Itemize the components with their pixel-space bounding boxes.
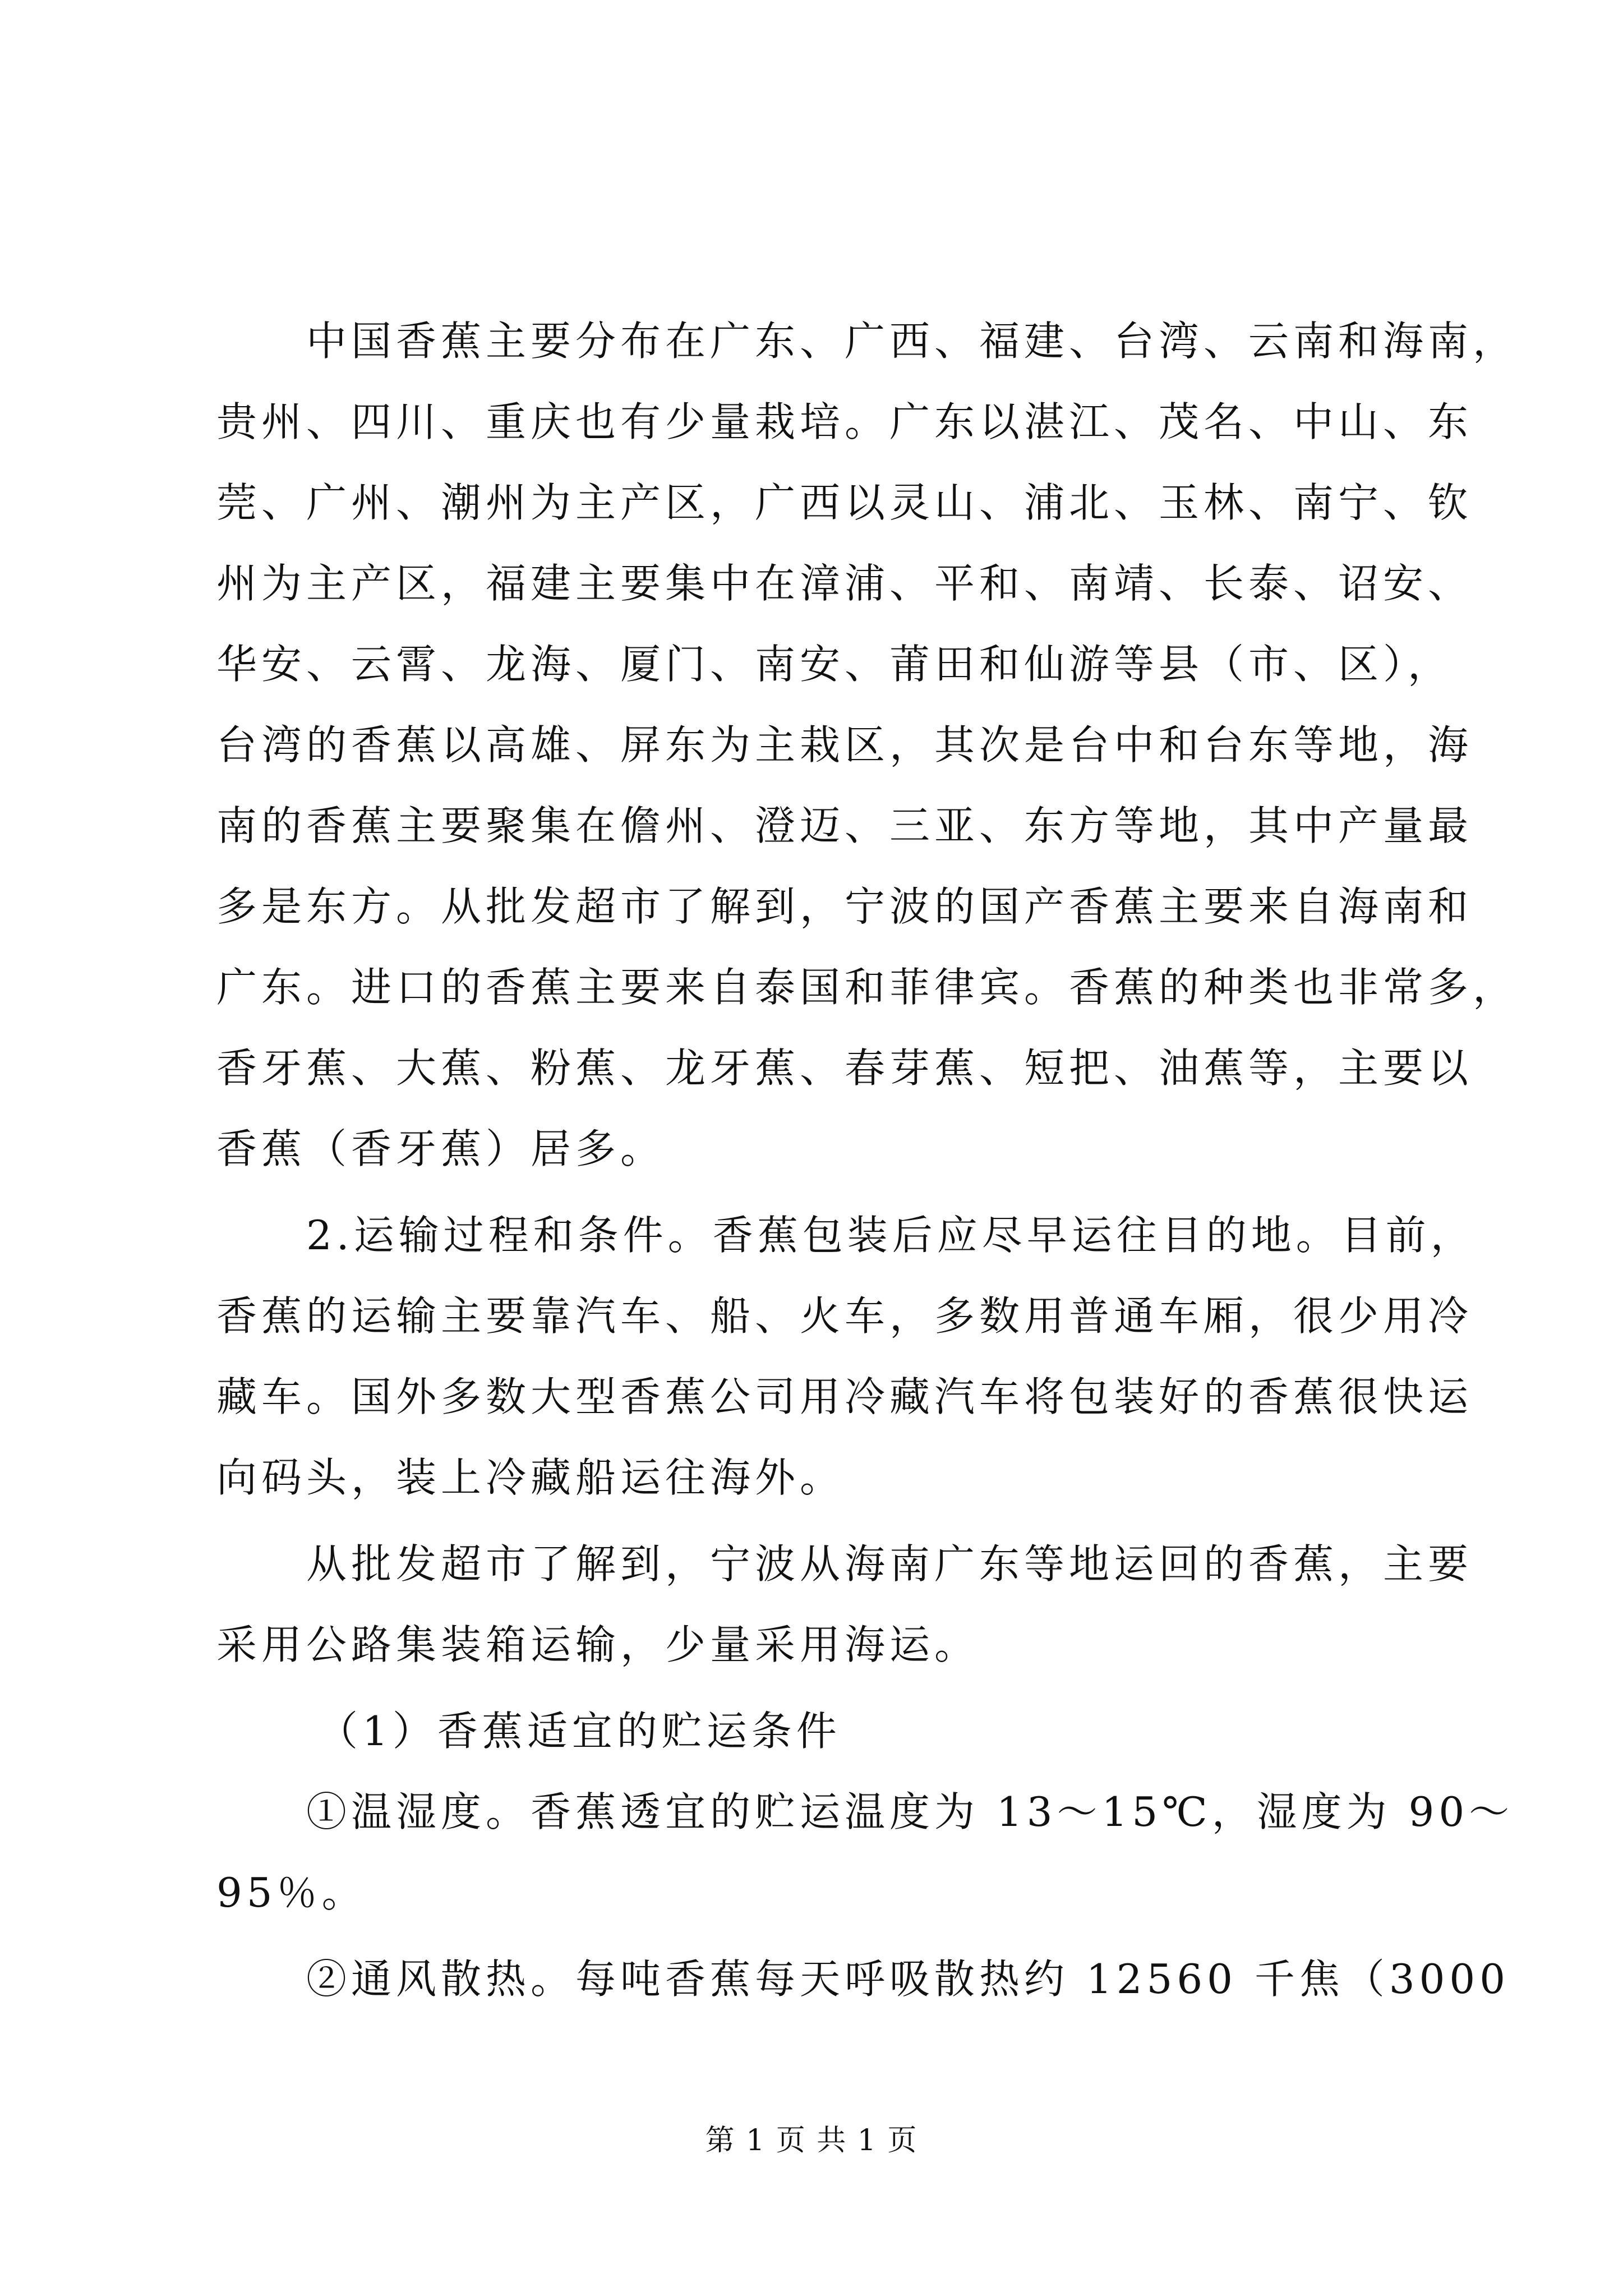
body-line: 州为主产区，福建主要集中在漳浦、平和、南靖、长泰、诏安、 <box>216 560 1473 607</box>
body-line: 贵州、四川、重庆也有少量栽培。广东以湛江、茂名、中山、东 <box>216 398 1473 445</box>
body-line: 多是东方。从批发超市了解到，宁波的国产香蕉主要来自海南和 <box>216 883 1473 930</box>
body-line: 香蕉的运输主要靠汽车、船、火车，多数用普通车厢，很少用冷 <box>216 1292 1473 1340</box>
body-line: 从批发超市了解到，宁波从海南广东等地运回的香蕉，主要 <box>306 1540 1473 1588</box>
body-line: 藏车。国外多数大型香蕉公司用冷藏汽车将包装好的香蕉很快运 <box>216 1373 1473 1420</box>
body-line: ①温湿度。香蕉透宜的贮运温度为 13～15℃，湿度为 90～ <box>306 1788 1514 1835</box>
section-heading: （1）香蕉适宜的贮运条件 <box>317 1708 841 1755</box>
body-line: 向码头，装上冷藏船运往海外。 <box>216 1454 845 1501</box>
body-line: 莞、广州、潮州为主产区，广西以灵山、浦北、玉林、南宁、钦 <box>216 479 1473 526</box>
body-line: 香牙蕉、大蕉、粉蕉、龙牙蕉、春芽蕉、短把、油蕉等，主要以 <box>216 1045 1473 1092</box>
body-line: 2.运输过程和条件。香蕉包装后应尽早运往目的地。目前， <box>306 1212 1476 1259</box>
body-line: 华安、云霄、龙海、厦门、南安、莆田和仙游等县（市、区）， <box>216 641 1453 688</box>
body-line: 南的香蕉主要聚集在儋州、澄迈、三亚、东方等地，其中产量最 <box>216 802 1473 849</box>
body-line: 中国香蕉主要分布在广东、广西、福建、台湾、云南和海南， <box>306 318 1518 365</box>
body-line: 采用公路集装箱运输，少量采用海运。 <box>216 1621 980 1668</box>
body-line: 香蕉（香牙蕉）居多。 <box>216 1125 666 1172</box>
body-line: 台湾的香蕉以高雄、屏东为主栽区，其次是台中和台东等地，海 <box>216 721 1473 769</box>
body-line: 广东。进口的香蕉主要来自泰国和菲律宾。香蕉的种类也非常多， <box>216 964 1518 1011</box>
page-number-footer: 第 1 页 共 1 页 <box>705 2124 918 2157</box>
body-line: 95％。 <box>216 1869 367 1916</box>
body-line: ②通风散热。每吨香蕉每天呼吸散热约 12560 千焦（3000 <box>306 1955 1510 2003</box>
